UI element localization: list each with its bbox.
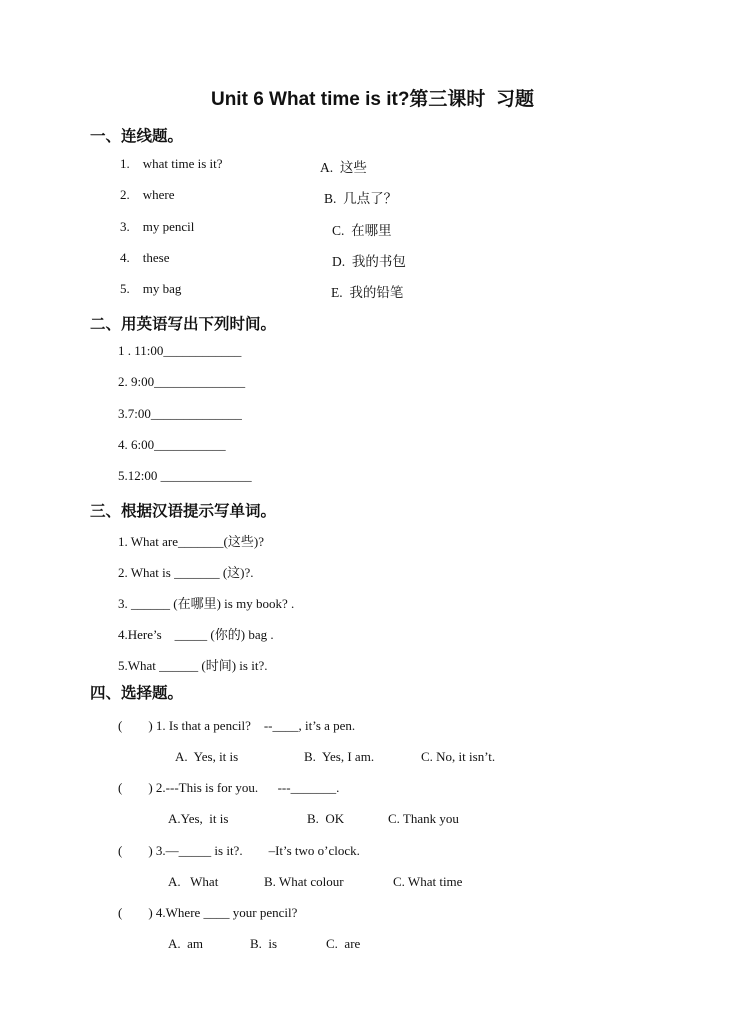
- time-item: 5.12:00 ______________: [118, 468, 252, 483]
- question: ( ) 1. Is that a pencil? --____, it’s a pen.: [118, 718, 356, 733]
- fill-item: 2. What is _______ (这)?.: [118, 565, 254, 580]
- time-item: 3.7:00______________: [118, 406, 242, 421]
- option: C. What time: [393, 874, 463, 889]
- section-1-heading: 一、连线题。: [90, 128, 184, 145]
- option: B. What colour: [264, 874, 344, 889]
- option: C. are: [326, 936, 361, 951]
- question: ( ) 2.---This is for you. ---_______.: [118, 780, 340, 795]
- time-item: 1 . 11:00____________: [118, 343, 242, 358]
- match-right-item: A. 这些: [320, 160, 367, 175]
- section-3-heading: 三、根据汉语提示写单词。: [90, 503, 277, 520]
- match-right-item: B. 几点了？: [324, 191, 398, 206]
- section-4-heading: 四、选择题。: [90, 685, 184, 702]
- time-item: 4. 6:00___________: [118, 437, 226, 452]
- fill-item: 1. What are_______(这些)?: [118, 534, 264, 549]
- match-left-item: 1. what time is it?: [120, 156, 223, 171]
- question: ( ) 3.—_____ is it?. –It’s two o’clock.: [118, 843, 360, 858]
- match-left-item: 2. where: [120, 187, 175, 202]
- match-right-item: D. 我的书包: [332, 254, 406, 269]
- option: B. is: [250, 936, 278, 951]
- time-item: 2. 9:00______________: [118, 374, 246, 389]
- option: A. Yes, it is: [175, 749, 239, 764]
- option: B. OK: [307, 811, 345, 826]
- page-title: Unit 6 What time is it?第三课时 习题: [210, 89, 534, 110]
- fill-item: 3. ______ (在哪里) is my book? .: [118, 596, 295, 611]
- option: C. No, it isn’t.: [421, 749, 496, 764]
- option: A.Yes, it is: [168, 811, 229, 826]
- fill-item: 5.What ______ (时间) is it?.: [118, 658, 268, 673]
- match-left-item: 4. these: [120, 250, 170, 265]
- match-left-item: 3. my pencil: [120, 219, 195, 234]
- section-2-heading: 二、用英语写出下列时间。: [90, 316, 277, 333]
- option: B. Yes, I am.: [304, 749, 375, 764]
- fill-item: 4.Here’s _____ (你的) bag .: [118, 627, 274, 642]
- option: A. am: [168, 936, 204, 951]
- match-right-item: E. 我的铅笔: [331, 285, 404, 300]
- match-right-item: C. 在哪里: [332, 223, 392, 238]
- option: A. What: [168, 874, 219, 889]
- option: C. Thank you: [388, 811, 459, 826]
- match-left-item: 5. my bag: [120, 281, 182, 296]
- question: ( ) 4.Where ____ your pencil?: [118, 905, 298, 920]
